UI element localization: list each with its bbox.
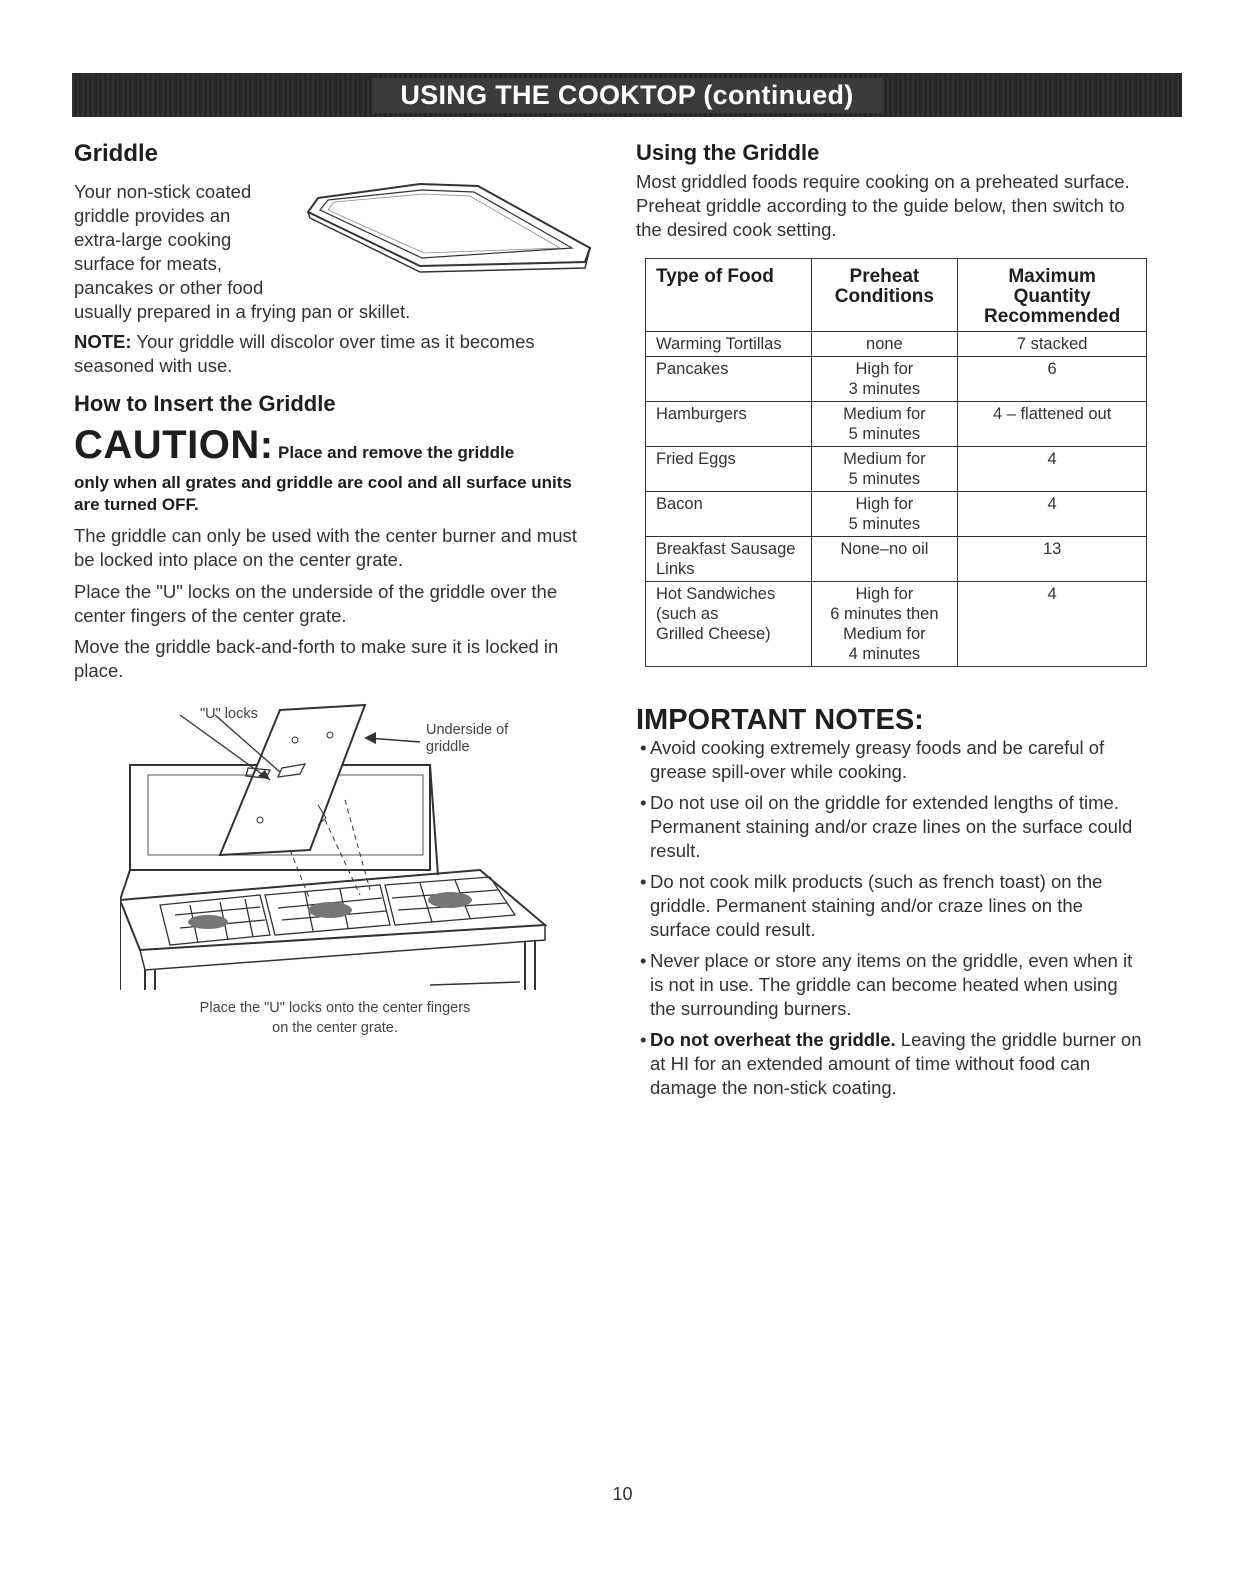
note-text: Leaving the griddle burner on at HI for an extended amount of time without food can damage the non-stick coating.: [650, 1029, 1142, 1098]
caution-block: [74, 425, 594, 465]
insert-para-2: Place the "U" locks on the underside of the griddle over the center fingers of the center grate.: [74, 581, 558, 626]
food-cell: Warming Tortillas: [646, 332, 812, 357]
food-cell: Hot Sandwiches (such as Grilled Cheese): [646, 582, 812, 667]
intro-line: pancakes or other food: [74, 277, 264, 298]
food-cell: Pancakes: [646, 357, 812, 402]
note-bold: Do not overheat the griddle.: [650, 1029, 896, 1050]
quantity-cell: 4: [958, 492, 1147, 537]
food-cell: Breakfast Sausage Links: [646, 537, 812, 582]
section-banner: [72, 73, 1182, 117]
griddle-note: [74, 330, 594, 378]
page-number: 10: [612, 1484, 633, 1504]
preheat-cell: None–no oil: [811, 537, 958, 582]
using-intro: Most griddled foods require cooking on a preheated surface. Preheat griddle according to the guide below, then switch to the desired cook setting.: [636, 171, 1130, 240]
intro-line: usually prepared in a frying pan or skillet.: [74, 301, 411, 322]
bullet-icon: •: [640, 950, 647, 971]
caution-inline: Place and remove the griddle: [277, 443, 515, 462]
note-label: NOTE:: [74, 331, 132, 352]
underside-label-line: Underside of: [426, 722, 509, 738]
quantity-cell: 6: [958, 357, 1147, 402]
important-notes-title: IMPORTANT NOTES:: [636, 704, 924, 736]
bullet-icon: •: [640, 1029, 647, 1050]
food-cell: Hamburgers: [646, 402, 812, 447]
griddle-plate-illustration: [300, 178, 595, 273]
griddle-heading: Griddle: [74, 140, 159, 167]
table-row: [646, 537, 1147, 582]
table-row: [646, 447, 1147, 492]
note-item: [636, 1028, 1146, 1100]
note-text: Do not cook milk products (such as french toast) on the griddle. Permanent staining and/or craze lines on the surface could result.: [650, 871, 1103, 940]
insert-heading: How to Insert the Griddle: [74, 391, 336, 416]
note-item: [636, 949, 1146, 1021]
bullet-icon: •: [640, 737, 647, 758]
quantity-cell: 4: [958, 582, 1147, 667]
underside-label-line: griddle: [426, 739, 470, 755]
bullet-icon: •: [640, 792, 647, 813]
using-heading: Using the Griddle: [636, 140, 820, 165]
intro-line: surface for meats,: [74, 253, 223, 274]
intro-line: Your non-stick coated: [74, 181, 252, 202]
header-max-quantity: Maximum Quantity Recommended: [958, 259, 1147, 332]
note-item: [636, 736, 1146, 784]
insert-para-3: Move the griddle back-and-forth to make sure it is locked in place.: [74, 636, 559, 681]
u-locks-label: "U" locks: [200, 706, 258, 722]
intro-line: extra-large cooking: [74, 229, 232, 250]
quantity-cell: 7 stacked: [958, 332, 1147, 357]
caption-line: Place the "U" locks onto the center fingers: [199, 1000, 471, 1016]
quantity-cell: 13: [958, 537, 1147, 582]
note-text: Avoid cooking extremely greasy foods and be careful of grease spill-over while cooking.: [650, 737, 1105, 782]
preheat-cell: High for 6 minutes then Medium for 4 minutes: [811, 582, 958, 667]
banner-title: USING THE COOKTOP (continued): [372, 78, 881, 113]
note-text: Your griddle will discolor over time as it becomes seasoned with use.: [74, 331, 535, 376]
preheat-cell: Medium for 5 minutes: [811, 402, 958, 447]
intro-line: griddle provides an: [74, 205, 231, 226]
note-item: [636, 870, 1146, 942]
table-row: [646, 492, 1147, 537]
quantity-cell: 4 – flattened out: [958, 402, 1147, 447]
header-type: Type of Food: [646, 259, 812, 332]
table-row: [646, 332, 1147, 357]
bullet-icon: •: [640, 871, 647, 892]
underside-label: [426, 722, 508, 756]
griddle-guide-table: [645, 258, 1147, 667]
table-header-row: [646, 259, 1147, 332]
note-item: [636, 791, 1146, 863]
header-preheat: Preheat Conditions: [811, 259, 958, 332]
insert-para-1: The griddle can only be used with the center burner and must be locked into place on the center grate.: [74, 525, 577, 570]
caption-line: on the center grate.: [272, 1020, 398, 1036]
preheat-cell: Medium for 5 minutes: [811, 447, 958, 492]
note-text: Do not use oil on the griddle for extended lengths of time. Permanent staining and/or craze lines on the surface could result.: [650, 792, 1133, 861]
table-row: [646, 402, 1147, 447]
note-text: Never place or store any items on the griddle, even when it is not in use. The griddle can become heated when using the surrounding burners.: [650, 950, 1133, 1019]
caution-word: CAUTION:: [74, 423, 274, 467]
food-cell: Bacon: [646, 492, 812, 537]
table-row: [646, 357, 1147, 402]
preheat-cell: High for 5 minutes: [811, 492, 958, 537]
caution-rest: only when all grates and griddle are cool and all surface units are turned OFF.: [74, 473, 572, 514]
preheat-cell: none: [811, 332, 958, 357]
table-row: [646, 582, 1147, 667]
quantity-cell: 4: [958, 447, 1147, 492]
figure-caption: [130, 998, 540, 1038]
food-cell: Fried Eggs: [646, 447, 812, 492]
important-notes-list: [636, 736, 1146, 1107]
preheat-cell: High for 3 minutes: [811, 357, 958, 402]
